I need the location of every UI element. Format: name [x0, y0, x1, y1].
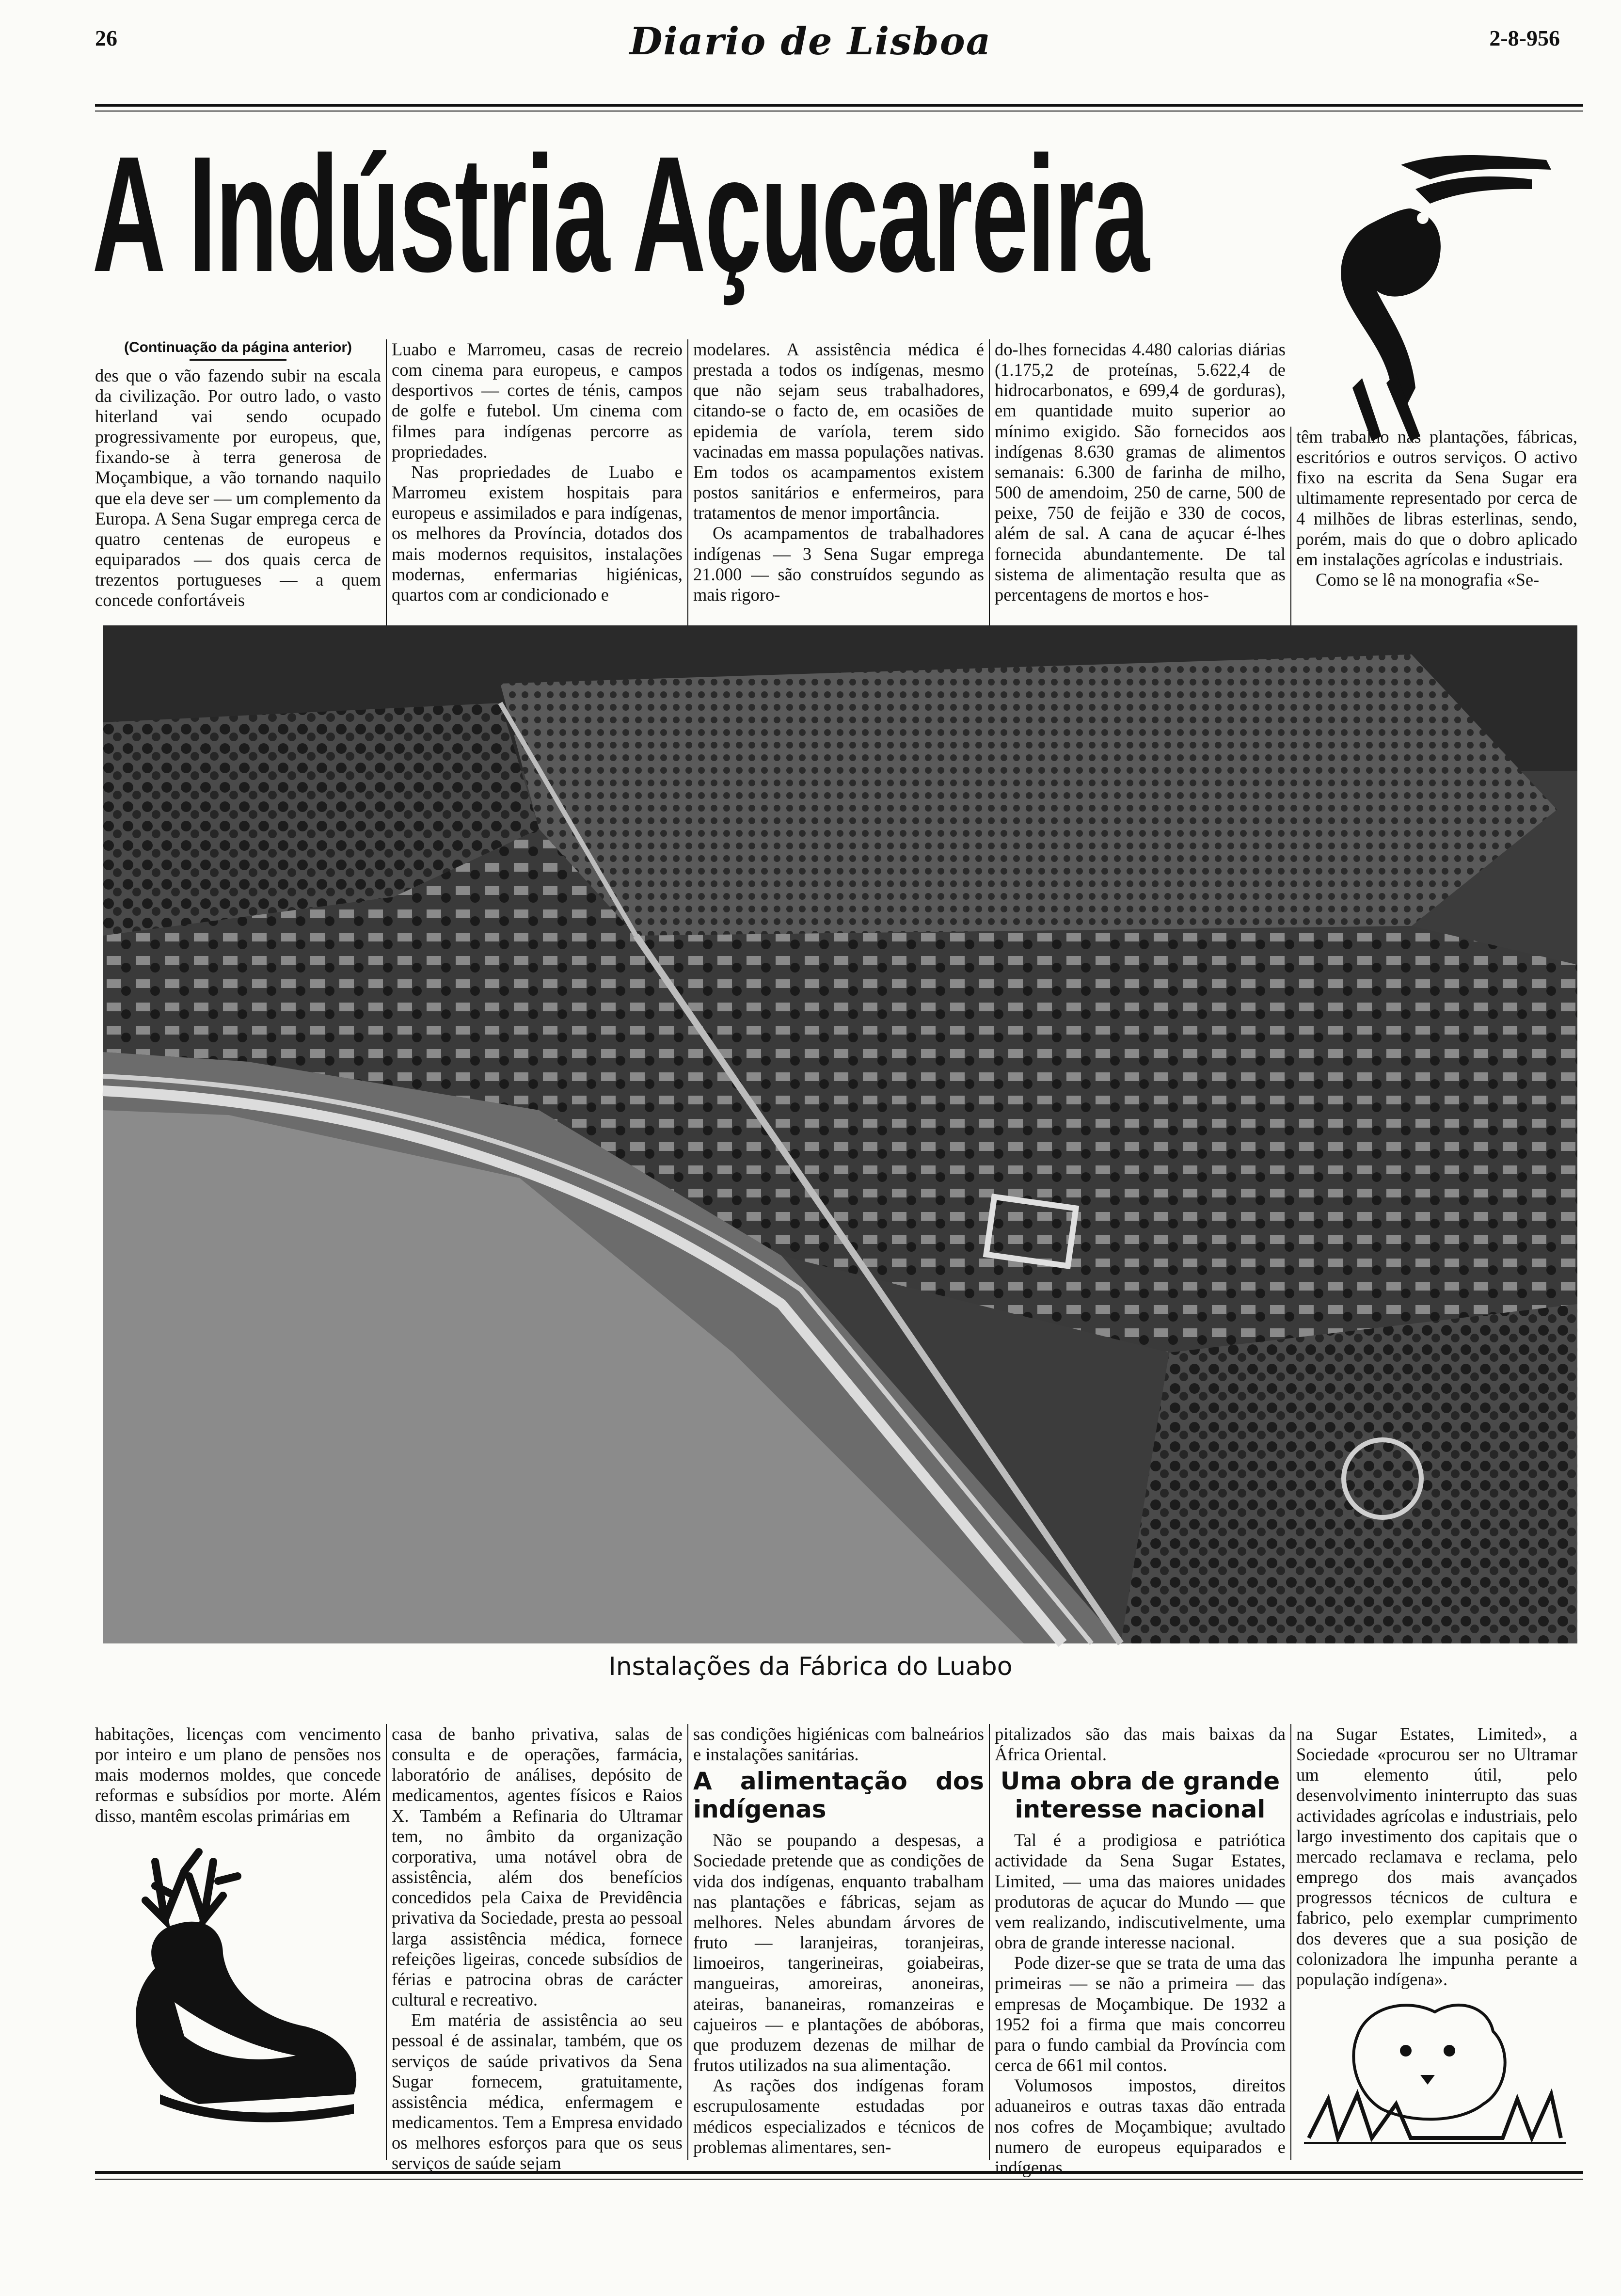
paragraph: casa de banho privativa, salas de consulta e de operações, farmácia, laboratório de análises, depósito de medicamentos, agentes físicos e Raios X. Também a Refinaria do Ultramar tem, no âmbito da organização corporativa, uma notável obra de assistência, além dos benefícios concedidos pela Caixa de Previdência privativa da Sociedade, presta ao pessoal larga assistência médica, fornece refeições ligeiras, concede subsídios de férias e patrocina obras de carácter cultural e recreativo. [392, 1724, 683, 2010]
paragraph: Volumosos impostos, direitos aduaneiros e outras taxas dão entrada nos cofres de Moçambique; avultado numero de europeus equiparados e indígenas [995, 2075, 1286, 2177]
antelope-illustration [1319, 145, 1571, 446]
paragraph: Nas propriedades de Luabo e Marromeu existem hospitais para europeus e assimilados e para indígenas, os melhores da Província, dotados dos mais modernos requisitos, instalações modernas, enfermarias higiénicas, quartos com ar condicionado e [392, 462, 683, 605]
header-rule [95, 104, 1583, 107]
short-rule [190, 359, 286, 361]
paragraph: na Sugar Estates, Limited», a Sociedade «procurou ser no Ultramar um elemento útil, pelo desenvolvimento ininterrupto das suas actividades agrícolas e industriais, pelo largo investimento dos capitais que o mercado reclamava e reclama, pelo emprego dos mais avançados progressos técnicos de cultura e fabrico, pelo exemplar cumprimento dos deveres que a sua posição de colonizadora lhe impunha perante a população indígena». [1296, 1724, 1577, 1989]
paragraph: Em matéria de assistência ao seu pessoal é de assinalar, também, que os serviços de saúde privativos da Sena Sugar fornecem, gratuitamente, assistência médica, enfermagem e medicamentos. Tem a Empresa envidado os melhores esforços para que os seus serviços de saúde sejam [392, 2010, 683, 2173]
bottom-column-5 [1296, 1724, 1577, 1989]
paragraph: habitações, licenças com vencimento por inteiro e um plano de pensões nos mais modernos moldes, que concede reformas e subsídios por morte. Além disso, mantêm escolas primárias em [95, 1724, 381, 1826]
article-column-5 [1296, 427, 1577, 629]
paragraph: têm trabalho nas plantações, fábricas, escritórios e outros serviços. O activo fixo na escrita da Sena Sugar era ultimamente representado por cerca de 4 milhões de libras esterlinas, sendo, porém, mais do que o dobro aplicado em instalações agrícolas e industriais. [1296, 427, 1577, 569]
article-column-1 [95, 339, 381, 629]
column-separator [1290, 1724, 1291, 2160]
paragraph: Os acampamentos de trabalhadores indígenas — 3 Sena Sugar emprega 21.000 — são construídos segundo as mais rigoro- [693, 523, 984, 605]
aerial-photo-luabo-factory [103, 625, 1577, 1643]
paragraph: Luabo e Marromeu, casas de recreio com cinema para europeus, e campos desportivos — cortes de ténis, campos de golfe e futebol. Um cinema com filmes para indígenas percorre as propriedades. [392, 339, 683, 462]
column-separator [687, 339, 688, 629]
column-separator [1290, 427, 1291, 629]
paragraph: pitalizados são das mais baixas da África Oriental. [995, 1724, 1286, 1765]
photo-caption: Instalações da Fábrica do Luabo [608, 1652, 1013, 1681]
footer-rule-thin [95, 2179, 1583, 2180]
paragraph: do-lhes fornecidas 4.480 calorias diárias (1.175,2 de proteínas, 5.622,4 de hidrocarbonatos, e 699,4 de gorduras), em quantidade muito superior ao mínimo exigido. São fornecidos aos indígenas 8.630 gramas de alimentos semanais: 6.300 de farinha de milho, 500 de amendoim, 250 de carne, 500 de peixe, 750 de feijão e 330 de cocos, além de sal. A cana de açucar é-lhes fornecida abundantemente. De tal sistema de alimentação resulta que as percentagens de mortos e hos- [995, 339, 1286, 605]
paragraph: Pode dizer-se que se trata de uma das primeiras — se não a primeira — das empresas de Moçambique. De 1932 a 1952 foi a firma que mais concorreu para o fundo cambial da Província com cerca de 661 mil contos. [995, 1953, 1286, 2075]
column-separator [989, 1724, 990, 2160]
subheading-obra-nacional: Uma obra de grande interesse nacional [1000, 1767, 1280, 1823]
headline: A Indústria Açucareira [92, 122, 1149, 306]
article-column-4 [995, 339, 1286, 629]
article-column-3 [693, 339, 984, 629]
aerial-photo-rendering [103, 625, 1577, 1643]
paragraph: As rações dos indígenas foram escrupulosamente estudadas por médicos especializados e técnicos de problemas alimentares, sen- [693, 2075, 984, 2157]
column-separator [386, 339, 387, 629]
lion-cub-illustration [1299, 1978, 1571, 2152]
masthead: Diario de Lisboa [629, 19, 992, 64]
paragraph: modelares. A assistência médica é prestada a todos os indígenas, mesmo que não sejam seus trabalhadores, citando-se o facto de, em ocasiões de epidemia de varíola, terem sido vacinadas em massa populações nativas. Em todos os acampamentos existem postos sanitários e enfermeiros, para tratamentos de menor importância. [693, 339, 984, 523]
paragraph: des que o vão fazendo subir na escala da civilização. Por outro lado, o vasto hiterland vai sendo ocupado progressivamente por europeus, que, fixando-se à terra generosa de Moçambique, a vão tornando naquilo que ela deve ser — um complemento da Europa. A Sena Sugar emprega cerca de quatro centenas de europeus e equiparados — dos quais cerca de trezentos portugueses — a quem concede confortáveis [95, 365, 381, 610]
issue-date: 2-8-956 [1489, 26, 1560, 50]
bottom-column-2 [392, 1724, 683, 2173]
paragraph: Tal é a prodigiosa e patriótica actividade da Sena Sugar Estates, Limited, — uma das maiores unidades produtoras de açucar do Mundo — que vem realizando, indiscutivelmente, uma obra de grande interesse nacional. [995, 1830, 1286, 1953]
page-number: 26 [95, 26, 117, 50]
column-separator [386, 1724, 387, 2160]
article-column-2 [392, 339, 683, 629]
continued-note: (Continuação da página anterior) [124, 339, 352, 355]
column-separator [687, 1724, 688, 2160]
subheading-alimentacao: A alimentação dos indígenas [693, 1767, 984, 1823]
bottom-column-1 [95, 1724, 381, 1835]
deer-illustration [102, 1842, 373, 2133]
paragraph: sas condições higiénicas com balneários e instalações sanitárias. [693, 1724, 984, 1765]
bottom-column-4 [995, 1724, 1286, 2177]
column-separator [989, 339, 990, 629]
bottom-column-3 [693, 1724, 984, 2160]
header-rule-thin [95, 111, 1583, 112]
footer-rule [95, 2171, 1583, 2174]
paragraph: Como se lê na monografia «Se- [1316, 570, 1540, 590]
paragraph: Não se poupando a despesas, a Sociedade pretende que as condições de vida dos indígenas, enquanto trabalham nas plantações e fábricas, sejam as melhores. Neles abundam árvores de fruto — laranjeiras, toranjeiras, limoeiros, tangerineiras, goiabeiras, mangueiras, amoreiras, anoneiras, ateiras, bananeiras, romanzeiras e cajueiros — e plantações de abóboras, que produzem dezenas de milhar de frutos utilizados na sua alimentação. [693, 1830, 984, 2075]
